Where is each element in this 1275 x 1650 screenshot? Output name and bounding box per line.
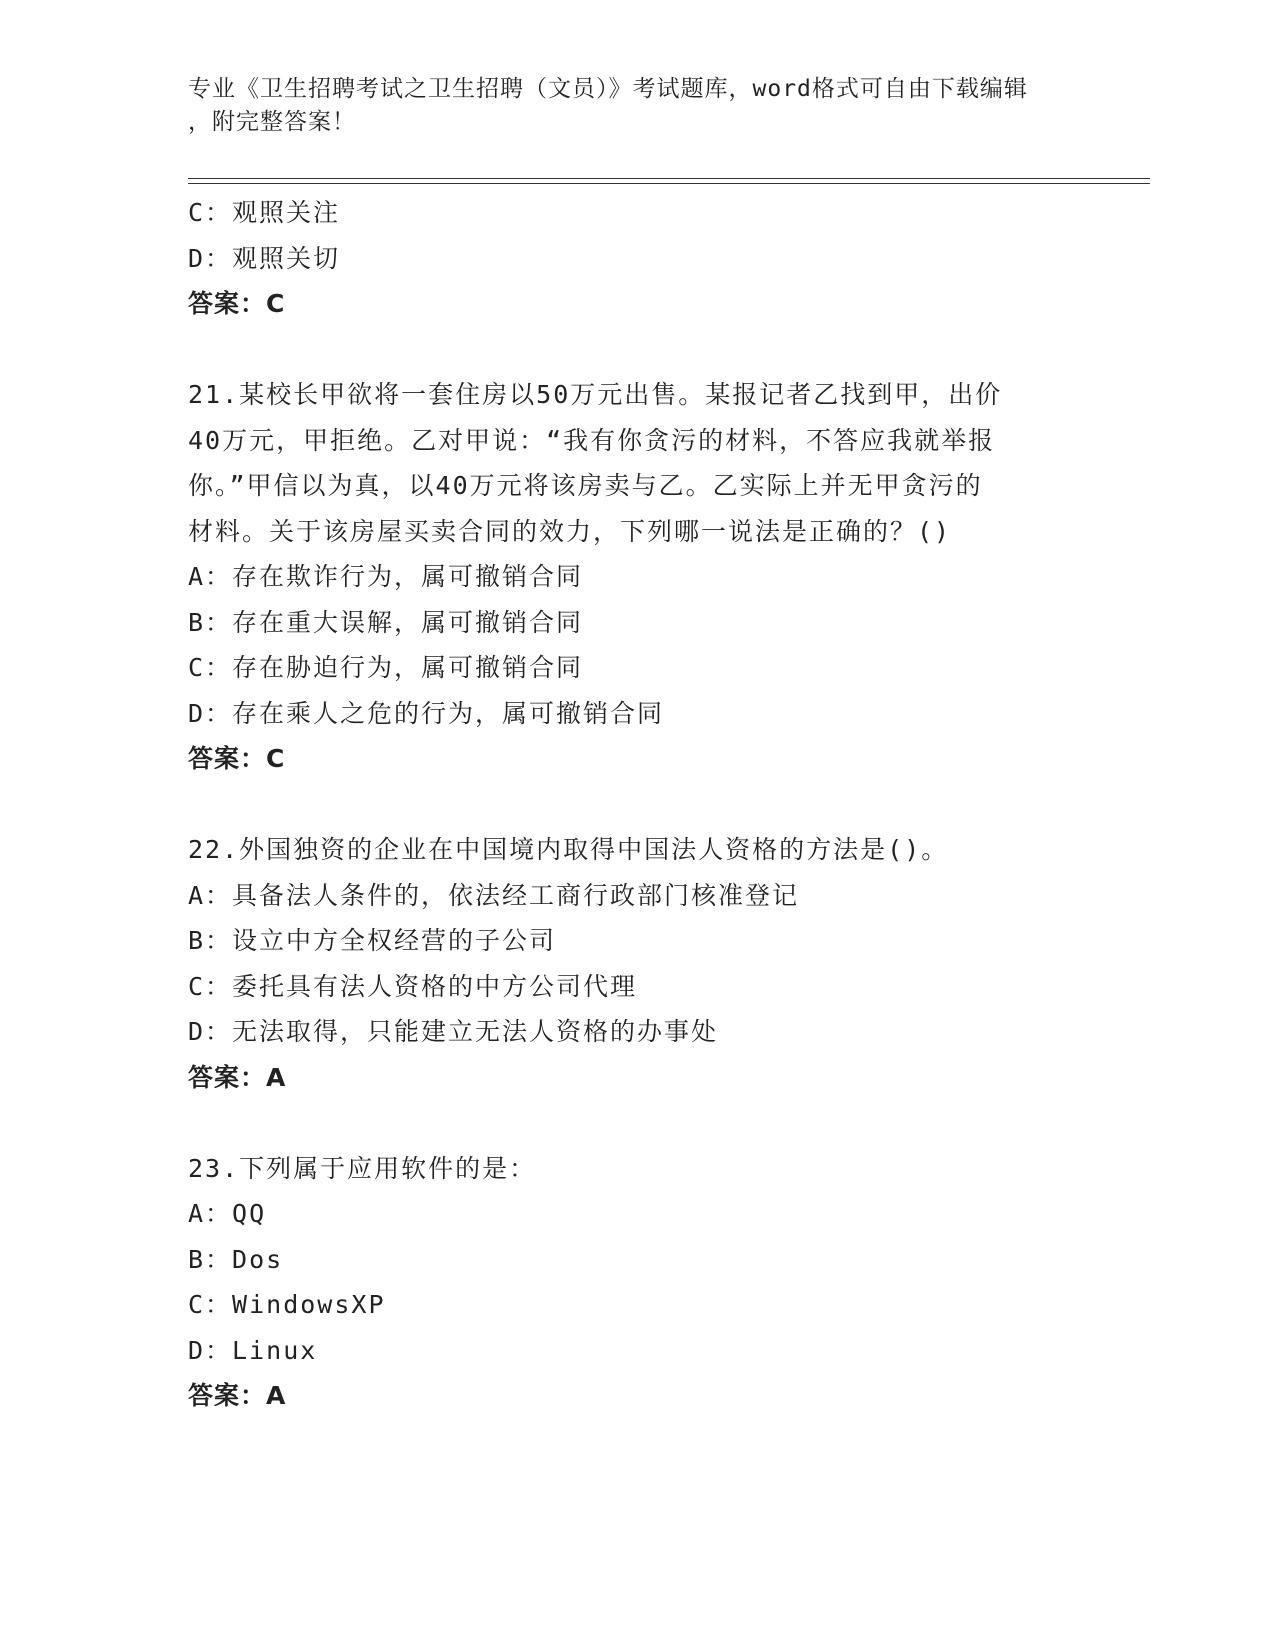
question-stem-line: 23.下列属于应用软件的是： <box>188 1153 537 1183</box>
question-stem-line: 你。”甲信以为真，以40万元将该房卖与乙。乙实际上并无甲贪污的 <box>188 471 983 500</box>
option-a: A：具备法人条件的，依法经工商行政部门核准登记 <box>188 880 800 910</box>
header-line-1: 专业《卫生招聘考试之卫生招聘（文员）》考试题库，word格式可自由下载编辑 <box>188 76 1028 102</box>
question-23 <box>188 1146 1088 1419</box>
option-c: C：委托具有法人资格的中方公司代理 <box>188 971 638 1001</box>
option-c: C：观照关注 <box>188 198 341 227</box>
option-b: B：设立中方全权经营的子公司 <box>188 926 557 955</box>
option-d: D：存在乘人之危的行为，属可撤销合同 <box>188 698 665 728</box>
option-a: A：存在欺诈行为，属可撤销合同 <box>188 562 584 591</box>
question-21 <box>188 372 1088 782</box>
header-divider-top <box>188 178 1150 179</box>
answer-label: 答案：C <box>188 744 286 773</box>
option-b: B：存在重大误解，属可撤销合同 <box>188 607 584 637</box>
spacer <box>188 1100 1088 1146</box>
option-d: D：无法取得，只能建立无法人资格的办事处 <box>188 1017 719 1046</box>
answer-label: 答案：C <box>188 289 286 318</box>
document-header <box>188 73 1088 139</box>
question-stem-line: 材料。关于该房屋买卖合同的效力，下列哪一说法是正确的？() <box>188 516 952 546</box>
question-22 <box>188 827 1088 1100</box>
spacer <box>188 782 1088 828</box>
option-b: B：Dos <box>188 1244 284 1274</box>
option-d: D：观照关切 <box>188 243 341 273</box>
question-stem-line: 22.外国独资的企业在中国境内取得中国法人资格的方法是()。 <box>188 835 949 864</box>
option-a: A：QQ <box>188 1199 267 1228</box>
option-d: D：Linux <box>188 1335 318 1365</box>
header-line-2: ，附完整答案！ <box>188 109 356 135</box>
previous-question-tail <box>188 190 1088 327</box>
option-c: C：WindowsXP <box>188 1290 386 1319</box>
header-divider-bottom <box>188 183 1150 184</box>
option-c: C：存在胁迫行为，属可撤销合同 <box>188 653 584 682</box>
spacer <box>188 327 1088 373</box>
answer-label: 答案：A <box>188 1381 287 1410</box>
question-stem-line: 21.某校长甲欲将一套住房以50万元出售。某报记者乙找到甲，出价 <box>188 380 1003 409</box>
question-stem-line: 40万元，甲拒绝。乙对甲说：“我有你贪污的材料，不答应我就举报 <box>188 425 996 455</box>
question-content <box>188 190 1088 1419</box>
answer-label: 答案：A <box>188 1062 287 1092</box>
